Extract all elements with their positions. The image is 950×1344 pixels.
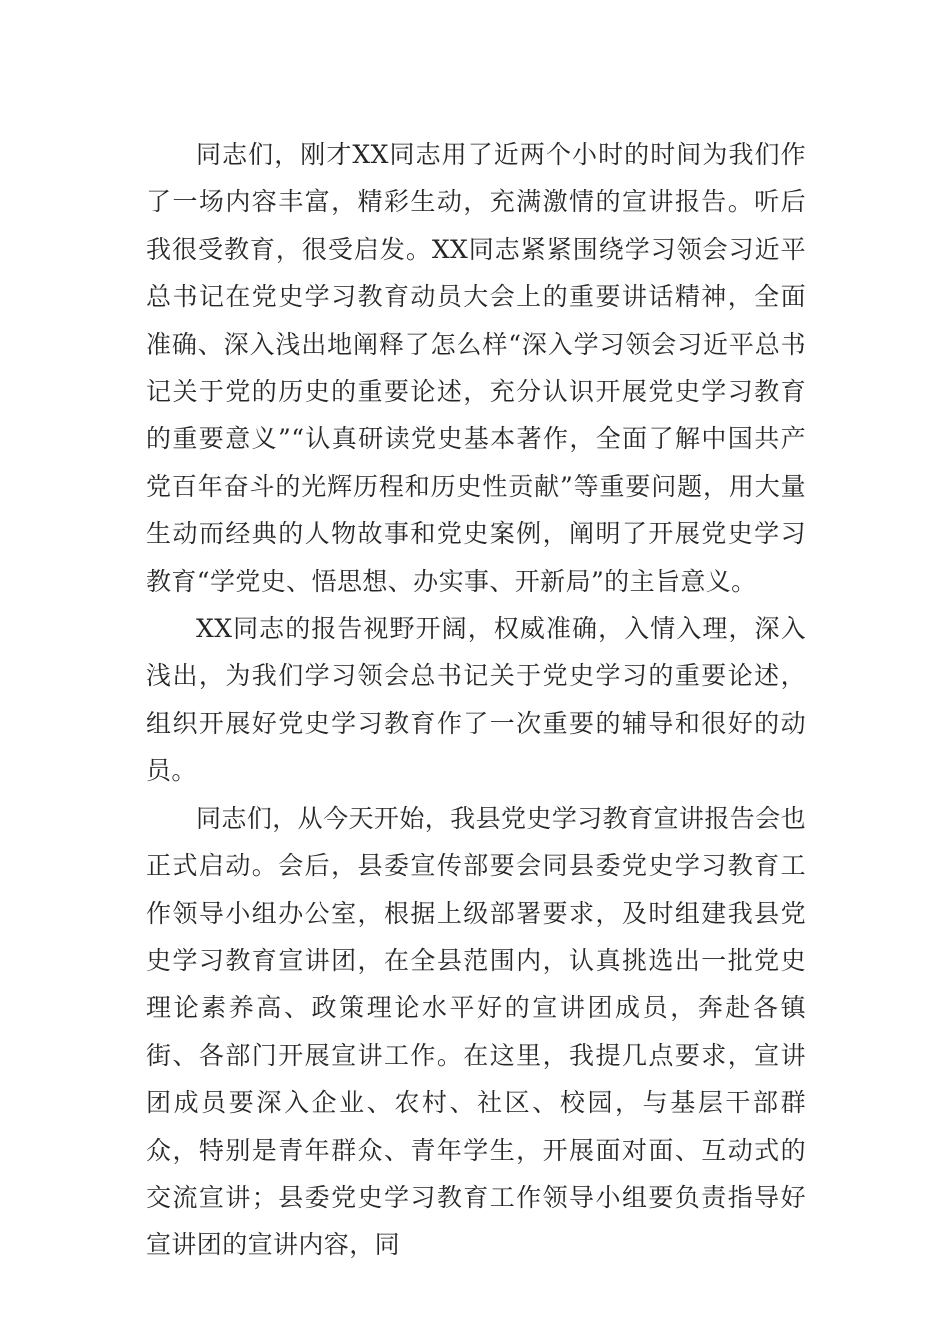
paragraph-1: 同志们，刚才XX同志用了近两个小时的时间为我们作了一场内容丰富，精彩生动，充满激情的宣讲报告。听后我很受教育，很受启发。XX同志紧紧围绕学习领会习近平总书记在党史学习教育动员大会上的重要讲话精神，全面准确、深入浅出地阐释了怎么样“深入学习领会习近平总书记关于党的历史的重要论述，充分认识开展党史学习教育的重要意义”“认真研读党史基本著作，全面了解中国共产党百年奋斗的光辉历程和历史性贡献”等重要问题，用大量生动而经典的人物故事和党史案例，阐明了开展党史学习教育“学党史、悟思想、办实事、开新局”的主旨意义。 <box>146 140 806 596</box>
paragraph-2: XX同志的报告视野开阔，权威准确，入情入理，深入浅出，为我们学习领会总书记关于党史学习的重要论述，组织开展好党史学习教育作了一次重要的辅导和很好的动员。 <box>146 614 806 786</box>
paragraph-3: 同志们，从今天开始，我县党史学习教育宣讲报告会也正式启动。会后，县委宣传部要会同县委党史学习教育工作领导小组办公室，根据上级部署要求，及时组建我县党史学习教育宣讲团，在全县范围内，认真挑选出一批党史理论素养高、政策理论水平好的宣讲团成员，奔赴各镇街、各部门开展宣讲工作。在这里，我提几点要求，宣讲团成员要深入企业、农村、社区、校园，与基层干部群众，特别是青年群众、青年学生，开展面对面、互动式的交流宣讲；县委党史学习教育工作领导小组要负责指导好宣讲团的宣讲内容，同 <box>146 803 806 1260</box>
document-body <box>146 131 806 1269</box>
